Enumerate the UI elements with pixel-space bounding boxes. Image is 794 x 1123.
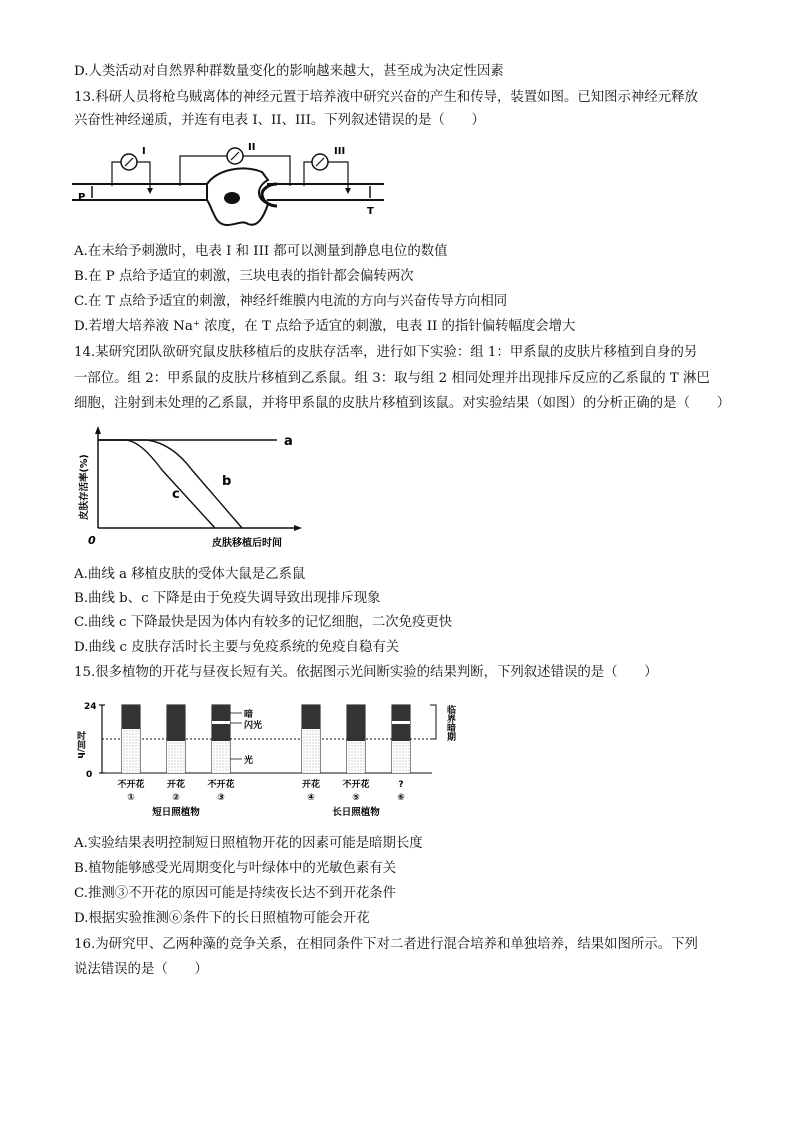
bar-2 xyxy=(167,705,185,773)
q13-option-c: C.在 T 点给予适宜的刺激，神经纤维膜内电流的方向与兴奋传导方向相同 xyxy=(74,294,508,309)
q15-stem: 15.很多植物的开花与昼夜长短有关。依据图示光间断实验的结果判断，下列叙述错误的是（ ） xyxy=(74,665,658,680)
bar-1-id: ① xyxy=(127,793,135,803)
point-p-label: P xyxy=(78,192,86,203)
q13-stem-line1: 13.科研人员将枪乌贼离体的神经元置于培养液中研究兴奋的产生和传导，装置如图。已知图示神经元释放 xyxy=(74,90,698,105)
legend-light: 光 xyxy=(244,756,254,766)
bar-4 xyxy=(302,705,320,773)
x-axis-label: 皮肤移植后时间 xyxy=(212,538,282,549)
q14-stem-line3: 细胞，注射到未处理的乙系鼠，并将甲系鼠的皮肤片移植到该鼠。对实验结果（如图）的分析正确的是（ ） xyxy=(74,396,731,411)
bar-3-id: ③ xyxy=(217,793,225,803)
q14-stem-line1: 14.某研究团队欲研究鼠皮肤移植后的皮肤存活率，进行如下实验：组 1：甲系鼠的皮肤片移植到自身的另 xyxy=(74,345,698,360)
bar-1 xyxy=(122,705,140,773)
bar-1-result: 不开花 xyxy=(117,780,145,790)
y-top-label: 24 xyxy=(84,702,97,712)
q15-option-b: B.植物能够感受光周期变化与叶绿体中的光敏色素有关 xyxy=(74,861,397,876)
q15-option-c: C.推测③不开花的原因可能是持续夜长达不到开花条件 xyxy=(74,886,397,901)
curve-a-label: a xyxy=(284,434,293,449)
bar-6-id: ⑥ xyxy=(397,793,405,803)
critical-dark-label: 临界暗期 xyxy=(445,705,455,741)
bar-4-id: ④ xyxy=(307,793,315,803)
bar-2-id: ② xyxy=(172,793,180,803)
bar-6 xyxy=(392,705,410,773)
curve-b xyxy=(98,440,242,528)
y-axis-label: 皮肤存活率(%) xyxy=(79,454,90,520)
legend-dark: 暗 xyxy=(244,710,254,720)
origin-label: 0 xyxy=(88,534,96,547)
meter-ii-label: II xyxy=(248,142,256,153)
q13-figure xyxy=(72,140,392,232)
q14-option-b: B.曲线 b、c 下降是由于免疫失调导致出现排斥现象 xyxy=(74,591,381,606)
bar-3-result: 不开花 xyxy=(207,780,235,790)
y-axis-label: 时间/h xyxy=(75,731,85,759)
bar-3 xyxy=(212,705,230,773)
bar-5-result: 不开花 xyxy=(342,780,370,790)
q16-stem-line2: 说法错误的是（ ） xyxy=(74,962,208,977)
q13-option-d: D.若增大培养液 Na⁺ 浓度，在 T 点给予适宜的刺激，电表 II 的指针偏转幅度会增大 xyxy=(74,319,576,334)
bar-4-result: 开花 xyxy=(301,780,321,790)
group-short-label: 短日照植物 xyxy=(152,807,200,818)
q15-option-a: A.实验结果表明控制短日照植物开花的因素可能是暗期长度 xyxy=(74,836,423,851)
q14-figure xyxy=(72,420,312,550)
bar-5 xyxy=(347,705,365,773)
meter-iii-label: III xyxy=(334,146,346,157)
legend-flash: 闪光 xyxy=(244,721,263,731)
bar-6-result: ? xyxy=(398,780,404,790)
bar-2-result: 开花 xyxy=(166,780,186,790)
q14-option-d: D.曲线 c 皮肤存活时长主要与免疫系统的免疫自稳有关 xyxy=(74,640,400,655)
curve-b-label: b xyxy=(222,474,232,489)
q14-option-a: A.曲线 a 移植皮肤的受体大鼠是乙系鼠 xyxy=(74,567,306,582)
meter-i-label: I xyxy=(142,146,146,157)
bar-5-id: ⑤ xyxy=(352,793,360,803)
q14-stem-line2: 一部位。组 2：甲系鼠的皮肤片移植到乙系鼠。组 3：取与组 2 相同处理并出现排斥反应的乙系鼠的 T 淋巴 xyxy=(74,371,710,386)
y-zero-label: 0 xyxy=(86,770,93,780)
point-t-label: T xyxy=(367,206,374,217)
q13-option-a: A.在未给予刺激时，电表 I 和 III 都可以测量到静息电位的数值 xyxy=(74,244,448,259)
q16-stem-line1: 16.为研究甲、乙两种藻的竞争关系，在相同条件下对二者进行混合培养和单独培养，结果如图所示。下列 xyxy=(74,937,698,952)
curve-c-label: c xyxy=(172,487,180,502)
q13-option-b: B.在 P 点给予适宜的刺激，三块电表的指针都会偏转两次 xyxy=(74,269,414,284)
q13-stem-line2: 兴奋性神经递质，并连有电表 I、II、III。下列叙述错误的是（ ） xyxy=(74,113,485,128)
curve-c xyxy=(98,440,215,528)
q15-option-d: D.根据实验推测⑥条件下的长日照植物可能会开花 xyxy=(74,911,370,926)
q14-option-c: C.曲线 c 下降最快是因为体内有较多的记忆细胞，二次免疫更快 xyxy=(74,615,453,630)
q12-option-d: D.人类活动对自然界种群数量变化的影响越来越大，甚至成为决定性因素 xyxy=(74,64,504,79)
group-long-label: 长日照植物 xyxy=(332,807,380,818)
q15-figure xyxy=(72,697,472,823)
